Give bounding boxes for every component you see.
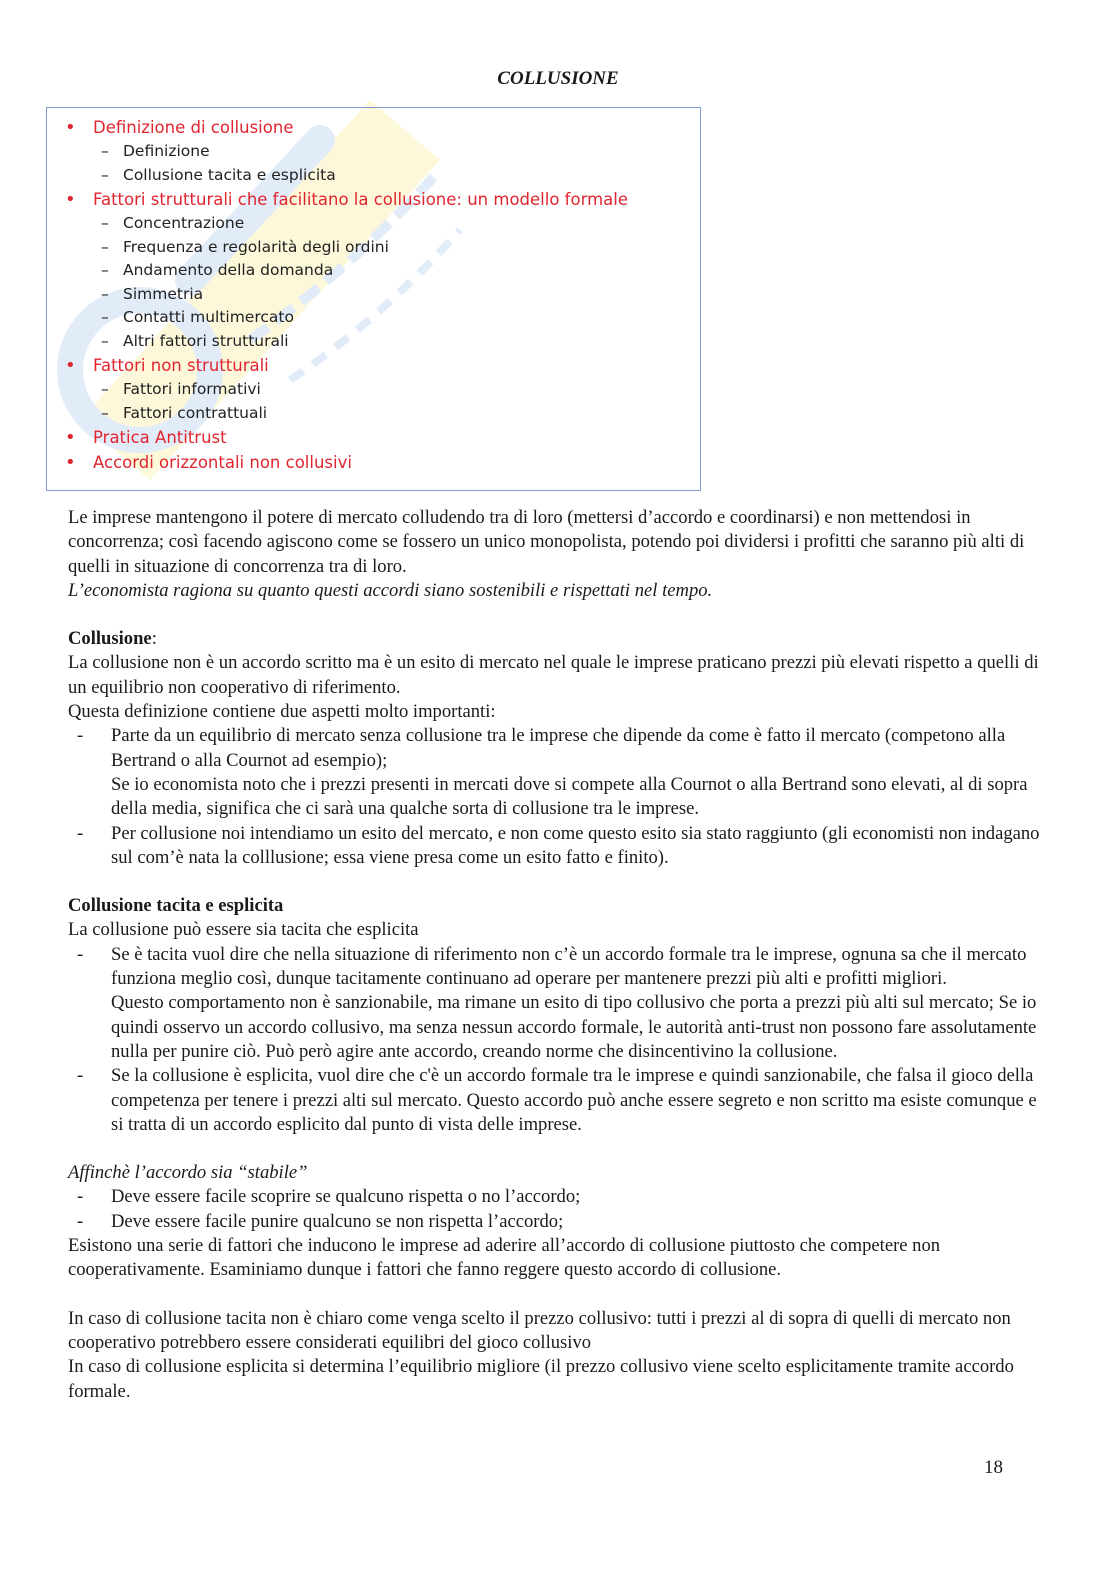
- outline-section: • Fattori strutturali che facilitano la collusione: un modello formale: [65, 189, 628, 210]
- outline-item: – Fattori contrattuali: [101, 403, 268, 422]
- paragraph: La collusione può essere sia tacita che esplicita: [68, 919, 419, 941]
- list-item: - Per collusione noi intendiamo un esito del mercato, e non come questo esito sia stato raggiunto (gli economisti non indagano sul com’è nata la colllusione; essa viene presa come un esito fatto e finito).: [77, 822, 1040, 868]
- outline-section: • Fattori non strutturali: [65, 355, 269, 376]
- outline-section-title: Accordi orizzontali non collusivi: [93, 453, 352, 472]
- section-heading-tacita: Collusione tacita e esplicita: [68, 895, 284, 917]
- outline-item: – Concentrazione: [101, 214, 245, 232]
- section-heading-stabile: Affinchè l’accordo sia “stabile”: [68, 1162, 308, 1184]
- intro-italic-paragraph: L’economista ragiona su quanto questi accordi siano sostenibili e rispettati nel tempo.: [68, 579, 713, 601]
- outline-item: – Simmetria: [101, 284, 204, 303]
- page-number: 18: [984, 1457, 1003, 1478]
- outline-section-title: Definizione di collusione: [93, 118, 294, 137]
- list-item-continuation: Se io economista noto che i prezzi presenti in mercati dove si compete alla Cournot o alla Bertrand sono elevati, al di sopra della media, significa che ci sarà una qualche sorta di collusione tra le imprese.: [111, 773, 1028, 820]
- list-item: - Deve essere facile punire qualcuno se non rispetta l’accordo;: [77, 1210, 564, 1232]
- outline-section-title: Pratica Antitrust: [93, 428, 227, 447]
- page-title: COLLUSIONE: [497, 68, 619, 89]
- outline-item: – Definizione: [101, 142, 210, 160]
- outline-section-title: Fattori non strutturali: [93, 356, 269, 375]
- outline-item: – Frequenza e regolarità degli ordini: [101, 237, 389, 256]
- outline-section-title: Fattori strutturali che facilitano la collusione: un modello formale: [93, 190, 628, 209]
- outline-section: • Accordi orizzontali non collusivi: [65, 452, 352, 473]
- list-item-continuation: Questo comportamento non è sanzionabile, ma rimane un esito di tipo collusivo che porta a prezzi più alti sul mercato; Se io quindi osservo un accordo collusivo, ma senza nessun accordo formale, le autorità anti-trust non possono fare assolutamente nulla per punire ciò. Può però agire ante accordo, creando norme che disincentivino la collusione.: [111, 992, 1037, 1062]
- paragraph: In caso di collusione tacita non è chiaro come venga scelto il prezzo collusivo: tutti i prezzi al di sopra di quelli di mercato non cooperativo potrebbero essere considerati equilibri del gioco collusivo: [68, 1307, 1011, 1353]
- list-item: - Se la collusione è esplicita, vuol dire che c'è un accordo formale tra le imprese e quindi sanzionabile, che falsa il gioco della competenza per tenere i prezzi alti sul mercato. Questo accordo può anche essere segreto e non scritto ma esiste comunque e si tratta di un accordo esplicito dal punto di vista delle imprese.: [77, 1065, 1037, 1135]
- outline-item: – Altri fattori strutturali: [101, 331, 289, 350]
- paragraph: Esistono una serie di fattori che inducono le imprese ad aderire all’accordo di collusione piuttosto che competere non cooperativamente. Esaminiamo dunque i fattori che fanno reggere questo accordo di collusione.: [68, 1235, 941, 1281]
- list-item: - Se è tacita vuol dire che nella situazione di riferimento non c’è un accordo formale tra le imprese, ognuna sa che il mercato funziona meglio così, dunque tacitamente continuano ad operare per mantenere prezzi più alti e profitti migliori.: [77, 943, 1027, 990]
- outline-section: • Pratica Antitrust: [65, 427, 227, 448]
- section-heading-collusione: Collusione:: [68, 628, 157, 650]
- outline-section: • Definizione di collusione: [65, 117, 294, 138]
- outline-item: – Collusione tacita e esplicita: [101, 165, 336, 184]
- paragraph: In caso di collusione esplicita si determina l’equilibrio migliore (il prezzo collusivo viene scelto esplicitamente tramite accordo formale.: [68, 1356, 1014, 1402]
- paragraph: La collusione non è un accordo scritto ma è un esito di mercato nel quale le imprese praticano prezzi più elevati rispetto a quelli di un equilibrio non cooperativo di riferimento.: [68, 652, 1039, 698]
- paragraph: Questa definizione contiene due aspetti molto importanti:: [68, 701, 496, 723]
- outline-item: – Fattori informativi: [101, 380, 261, 398]
- list-item: - Deve essere facile scoprire se qualcuno rispetta o no l’accordo;: [77, 1186, 581, 1208]
- outline-item: – Andamento della domanda: [101, 261, 334, 279]
- document-body: [68, 506, 1048, 1404]
- outline-slide: [46, 107, 701, 491]
- list-item: - Parte da un equilibrio di mercato senza collusione tra le imprese che dipende da come è fatto il mercato (competono alla Bertrand o alla Cournot ad esempio);: [77, 725, 1006, 771]
- intro-paragraph: Le imprese mantengono il potere di mercato colludendo tra di loro (mettersi d’accordo e coordinarsi) e non mettendosi in concorrenza; così facendo agiscono come se fossero un unico monopolista, potendo poi dividersi i profitti che saranno più alti di quelli in situazione di concorrenza tra di loro.: [68, 507, 1025, 577]
- outline-item: – Contatti multimercato: [101, 308, 294, 326]
